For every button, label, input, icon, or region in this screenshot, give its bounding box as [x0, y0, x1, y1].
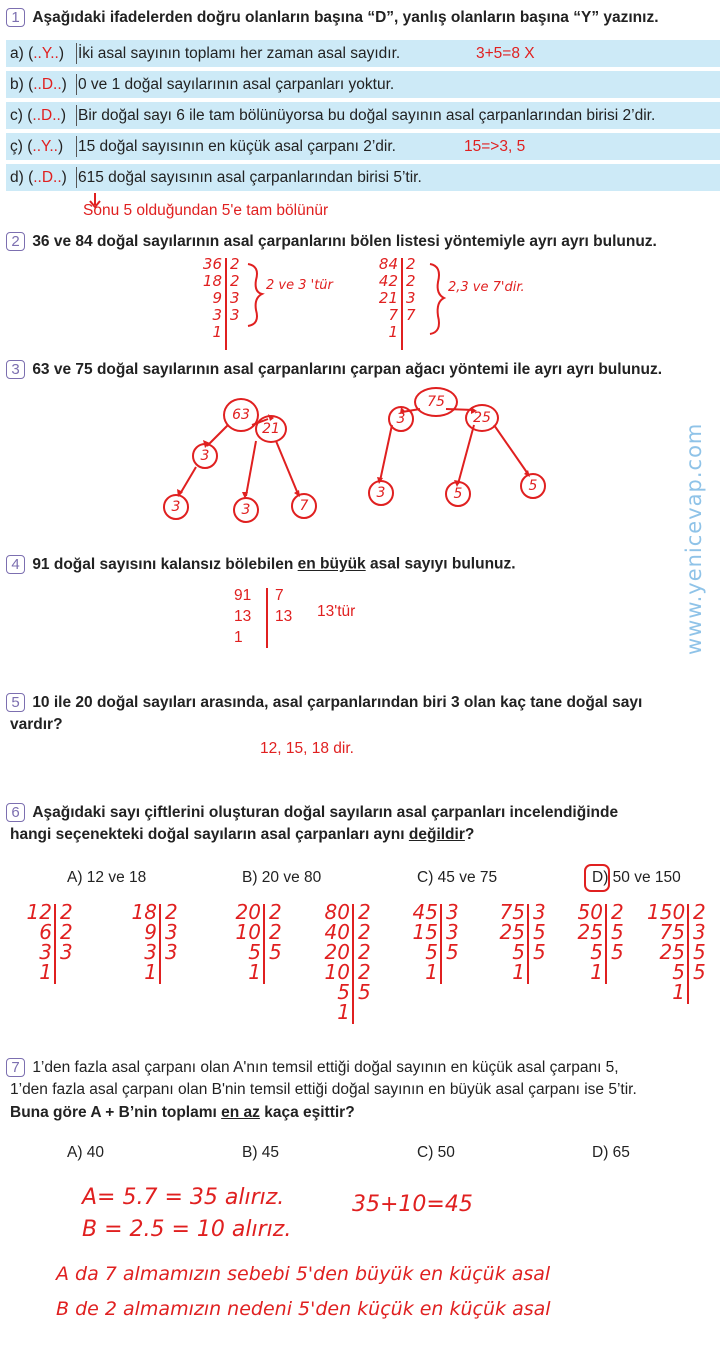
dividend: 1 [388, 323, 398, 341]
dividend: 36 [202, 255, 222, 273]
divisor: 3 [230, 306, 240, 324]
item-label: c) ( [10, 107, 33, 124]
item-answer: ..Y.. [32, 138, 58, 155]
divisor: 5 [533, 920, 546, 944]
divisor: 3 [165, 940, 178, 964]
dividend: 80 [324, 900, 350, 924]
q7-number: 7 [6, 1058, 25, 1077]
divisor: 3 [533, 900, 546, 924]
q2-title: 36 ve 84 doğal sayılarının asal çarpanlarını bölen listesi yöntemiyle ayrı ayrı bulunuz. [32, 232, 657, 250]
item-label: a) ( [10, 45, 34, 62]
q1-title: Aşağıdaki ifadelerden doğru olanların başına “D”, yanlış olanların başına “Y” yazınız. [32, 8, 659, 26]
divisor: 3 [60, 940, 73, 964]
division-bar [605, 904, 607, 984]
q1-below-note: Sonu 5 olduğundan 5'e tam bölünür [83, 202, 329, 219]
item-close: ) [60, 107, 66, 124]
divisor: 3 [446, 920, 459, 944]
q6-line2 [10, 826, 474, 844]
dividend: 5 [590, 940, 603, 964]
divisor: 2 [358, 900, 371, 924]
dividend: 5 [425, 940, 438, 964]
dividend: 45 [412, 900, 438, 924]
item-close: ) [61, 76, 67, 93]
tree-node: 5 [520, 473, 546, 499]
divisor: 5 [611, 920, 624, 944]
item-text: 615 doğal sayısının asal çarpanlarından birisi 5’tir. [78, 169, 422, 186]
divisor: 5 [611, 940, 624, 964]
dividend: 10 [235, 920, 261, 944]
q6-option-a[interactable]: A) 12 ve 18 [67, 869, 147, 886]
dividend: 20 [324, 940, 350, 964]
dividend: 3 [212, 306, 222, 324]
item-note: 3+5=8 X [476, 45, 535, 62]
dividend: 15 [412, 920, 438, 944]
divisor: 2 [406, 272, 416, 290]
divisor: 2 [60, 900, 73, 924]
q7-work-b: B = 2.5 = 10 alırız. [82, 1217, 292, 1242]
q3-title: 63 ve 75 doğal sayılarının asal çarpanlarını çarpan ağacı yöntemi ile ayrı ayrı bulunuz. [32, 360, 663, 378]
dividend: 13 [234, 608, 252, 625]
division-bar [54, 904, 56, 984]
q4-number: 4 [6, 555, 25, 574]
dividend: 5 [337, 980, 350, 1004]
tree-node: 3 [233, 497, 259, 523]
item-answer: ..D.. [32, 107, 61, 124]
division-bar [687, 904, 689, 1004]
divisor: 5 [358, 980, 371, 1004]
q7-option-b[interactable]: B) 45 [242, 1144, 280, 1161]
factor-tree-lines [0, 0, 720, 560]
watermark [672, 422, 720, 655]
divisor: 3 [406, 289, 416, 307]
tree-node: 3 [388, 406, 414, 432]
item-answer: ..D.. [33, 76, 62, 93]
q2-right-note: 2,3 ve 7'dir. [448, 280, 525, 295]
divisor: 5 [693, 940, 706, 964]
q6-line2-post: ? [464, 826, 475, 843]
dividend: 5 [672, 960, 685, 984]
dividend: 75 [659, 920, 685, 944]
divisor: 2 [358, 940, 371, 964]
dividend: 40 [324, 920, 350, 944]
dividend: 3 [144, 940, 157, 964]
q2-left-note: 2 ve 3 'tür [266, 278, 333, 293]
divisor: 2 [358, 920, 371, 944]
q4-title-post: asal sayıyı bulunuz. [365, 555, 516, 573]
divisor: 13 [275, 608, 293, 625]
dividend: 84 [378, 255, 398, 273]
dividend: 10 [324, 960, 350, 984]
division-bar [440, 904, 442, 984]
division-bar [266, 588, 270, 648]
item-answer: ..D.. [33, 169, 62, 186]
divisor: 2 [406, 255, 416, 273]
divisor: 7 [406, 306, 416, 324]
q7-explanation-2: B de 2 almamızın nedeni 5'den küçük en küçük asal [56, 1298, 551, 1320]
q6-line1: Aşağıdaki sayı çiftlerini oluşturan doğal sayıların asal çarpanları incelendiğinde [32, 803, 619, 821]
q7-option-a[interactable]: A) 40 [67, 1144, 105, 1161]
dividend: 12 [26, 900, 52, 924]
divisor: 2 [230, 272, 240, 290]
q6-option-d[interactable]: D) 50 ve 150 [592, 869, 681, 886]
q7-explanation-1: A da 7 almamızın sebebi 5'den büyük en küçük asal [56, 1263, 551, 1285]
q5-line1: 10 ile 20 doğal sayıları arasında, asal çarpanlarından biri 3 olan kaç tane doğal sayı [32, 693, 643, 711]
q4-title-pre: 91 doğal sayısını kalansız bölebilen [32, 555, 298, 573]
q7-line3 [10, 1104, 355, 1122]
q4-title-underline: en büyük [297, 555, 366, 573]
division-bar [263, 904, 265, 984]
dividend: 50 [577, 900, 603, 924]
dividend: 6 [39, 920, 52, 944]
dividend: 5 [248, 940, 261, 964]
item-text: 15 doğal sayısının en küçük asal çarpanı 2’dir. [78, 138, 396, 155]
divisor: 5 [446, 940, 459, 964]
dividend: 1 [512, 960, 525, 984]
dividend: 150 [647, 900, 686, 924]
item-answer: ..Y.. [33, 45, 59, 62]
item-text: Bir doğal sayı 6 ile tam bölünüyorsa bu doğal sayının asal çarpanlarından birisi 2’dir. [78, 107, 656, 124]
dividend: 1 [234, 629, 243, 646]
q6-number: 6 [6, 803, 25, 822]
dividend: 3 [39, 940, 52, 964]
q7-header [6, 1058, 720, 1077]
q2-number: 2 [6, 232, 25, 251]
watermark-text: www.yenicevap.com [682, 422, 706, 655]
dividend: 1 [672, 980, 685, 1004]
q4-divisors [275, 585, 292, 627]
q7-line3-post: kaça eşittir? [259, 1104, 355, 1121]
q6-line2-underline: değildir [408, 826, 465, 843]
divisor: 2 [230, 255, 240, 273]
dividend: 1 [248, 960, 261, 984]
tree-node: 3 [192, 443, 218, 469]
q7-line1: 1’den fazla asal çarpanı olan A'nın temsil ettiği doğal sayının en küçük asal çarpanı 5, [32, 1058, 619, 1076]
divisor: 3 [446, 900, 459, 924]
divisor: 3 [165, 920, 178, 944]
item-close: ) [57, 138, 64, 155]
tree-node: 5 [445, 481, 471, 507]
dividend: 9 [212, 289, 222, 307]
q3-number: 3 [6, 360, 25, 379]
item-label: ç) ( [10, 138, 33, 155]
divisor: 3 [693, 920, 706, 944]
item-label: d) ( [10, 169, 34, 186]
q6-option-c[interactable]: C) 45 ve 75 [417, 869, 498, 886]
q1-number: 1 [6, 8, 25, 27]
division-bar [527, 904, 529, 984]
q7-work-a: A= 5.7 = 35 alırız. [82, 1185, 285, 1210]
dividend: 5 [512, 940, 525, 964]
divisor: 2 [269, 900, 282, 924]
dividend: 91 [234, 587, 252, 604]
dividend: 7 [388, 306, 398, 324]
divisor: 3 [230, 289, 240, 307]
q6-line2-pre: hangi seçenekteki doğal sayıların asal çarpanları aynı [10, 826, 409, 843]
q5-number: 5 [6, 693, 25, 712]
dividend: 25 [577, 920, 603, 944]
dividend: 25 [659, 940, 685, 964]
dividend: 9 [144, 920, 157, 944]
dividend: 1 [590, 960, 603, 984]
q5-line2: vardır? [10, 716, 63, 733]
item-label: b) ( [10, 76, 34, 93]
q7-sum: 35+10=45 [352, 1192, 473, 1217]
item-text: 0 ve 1 doğal sayılarının asal çarpanları yoktur. [78, 76, 395, 93]
tree-node: 3 [368, 480, 394, 506]
divisor: 2 [358, 960, 371, 984]
q7-line3-underline: en az [221, 1104, 260, 1121]
dividend: 1 [144, 960, 157, 984]
tree-node: 7 [291, 493, 317, 519]
tree-node-root: 75 [414, 387, 458, 417]
dividend: 1 [212, 323, 222, 341]
dividend: 1 [337, 1000, 350, 1024]
dividend: 75 [499, 900, 525, 924]
q7-line3-pre: Buna göre A + B’nin toplamı [10, 1104, 222, 1121]
item-note: 15=>3, 5 [464, 138, 526, 155]
item-close: ) [61, 169, 67, 186]
division-bar [159, 904, 161, 984]
q5-header [6, 693, 720, 712]
q6-header [6, 803, 720, 822]
divisor: 7 [275, 587, 284, 604]
tree-node-root: 63 [223, 398, 259, 432]
tree-node: 21 [255, 415, 287, 443]
dividend: 18 [131, 900, 157, 924]
q4-answer: 13'tür [317, 603, 356, 620]
divisor: 5 [693, 960, 706, 984]
q6-option-b[interactable]: B) 20 ve 80 [242, 869, 322, 886]
item-text: İki asal sayının toplamı her zaman asal sayıdır. [78, 45, 401, 62]
dividend: 1 [39, 960, 52, 984]
tree-node: 3 [163, 494, 189, 520]
dividend: 21 [378, 289, 398, 307]
dividend: 18 [202, 272, 222, 290]
q5-answer: 12, 15, 18 dir. [260, 740, 354, 757]
divisor: 2 [269, 920, 282, 944]
divisor: 2 [611, 900, 624, 924]
divisor: 5 [533, 940, 546, 964]
divisor: 5 [269, 940, 282, 964]
divisor: 2 [165, 900, 178, 924]
divisor: 2 [60, 920, 73, 944]
item-close: ) [58, 45, 64, 62]
divisor: 2 [693, 900, 706, 924]
q7-option-c[interactable]: C) 50 [417, 1144, 455, 1161]
q4-dividends [234, 585, 251, 648]
q6-answer-circle [584, 864, 610, 892]
q7-line2: 1’den fazla asal çarpanı olan B'nin temsil ettiği doğal sayının en büyük asal çarpanı ise 5’tir. [10, 1081, 637, 1098]
q7-option-d[interactable]: D) 65 [592, 1144, 630, 1161]
dividend: 1 [425, 960, 438, 984]
division-bar [352, 904, 354, 1024]
dividend: 25 [499, 920, 525, 944]
q4-header [6, 555, 720, 574]
dividend: 20 [235, 900, 261, 924]
dividend: 42 [378, 272, 398, 290]
tree-node: 25 [465, 404, 499, 432]
